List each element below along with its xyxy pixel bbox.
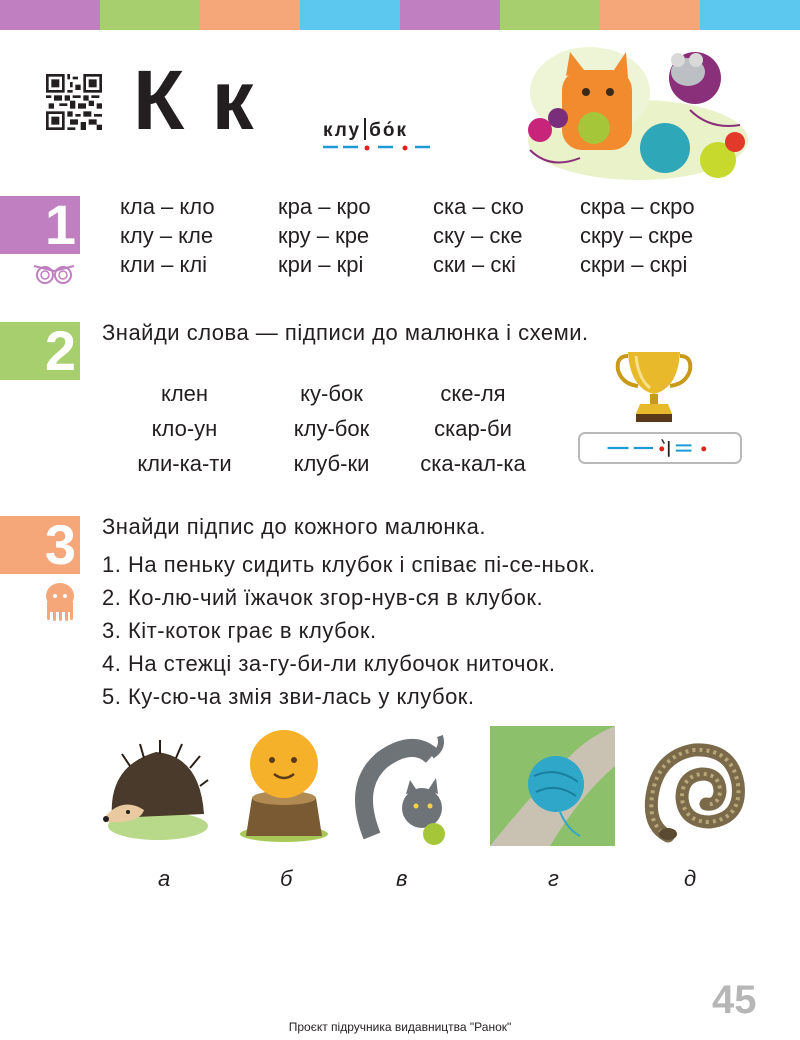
stripe-segment xyxy=(400,0,500,30)
word-item: кли-ка-ти xyxy=(137,451,232,476)
sentence-item: 5. Ку-сю-ча змія зви-лась у клубок. xyxy=(102,684,475,709)
syllable-table xyxy=(120,194,740,278)
picture-letter: г xyxy=(548,866,559,891)
stripe-segment xyxy=(300,0,400,30)
picture-letters xyxy=(100,866,750,896)
stripe-segment xyxy=(100,0,200,30)
word-item: ска-кал-ка xyxy=(420,451,526,476)
picture-letter: б xyxy=(280,866,293,891)
word-item: клен xyxy=(160,381,209,406)
word-item: клуб-ки xyxy=(293,451,370,476)
syllable-pair: ску – ске xyxy=(433,223,523,248)
word-item: клу-бок xyxy=(293,416,370,441)
footer-note: Проєкт підручника видавництва "Ранок" xyxy=(288,1020,512,1034)
stripe-segment xyxy=(700,0,800,30)
word-item: ске-ля xyxy=(440,381,506,406)
syllable-pair: кра – кро xyxy=(278,194,371,219)
stripe-segment xyxy=(0,0,100,30)
word-item: скар-би xyxy=(434,416,512,441)
sentence-item: 3. Кіт-коток грає в клубок. xyxy=(102,618,377,643)
hedgehog-picture[interactable] xyxy=(100,726,210,846)
exercise-3-task: Знайди підпис до кожного малюнка. xyxy=(102,514,486,539)
syllable-pair: кри – крі xyxy=(278,252,364,277)
keyword-syllable-2: бо́к xyxy=(369,120,408,141)
keyword-syllable-1: клу xyxy=(323,120,362,141)
sound-scheme xyxy=(323,142,443,154)
syllable-divider xyxy=(364,118,366,140)
sentence-item: 4. На стежці за-гу-би-ли клубочок ниточок. xyxy=(102,651,556,676)
word-scheme xyxy=(578,432,742,464)
letter-heading: К к xyxy=(133,53,256,147)
cat-with-yarn-picture[interactable] xyxy=(352,726,447,846)
qr-code-icon[interactable] xyxy=(46,74,102,130)
word-list xyxy=(106,378,546,479)
picture-letter: в xyxy=(396,866,408,891)
word-item: ку-бок xyxy=(300,381,363,406)
syllable-pair: кли – клі xyxy=(120,252,208,277)
exercise-3-number: 3 xyxy=(0,516,80,574)
syllable-pair: скра – скро xyxy=(580,194,695,219)
picture-letter: д xyxy=(684,866,697,891)
yarn-ball-on-path-picture[interactable] xyxy=(490,726,615,846)
top-color-stripe xyxy=(0,0,800,30)
exercise-1-number: 1 xyxy=(0,196,80,254)
syllable-pair: ска – ско xyxy=(433,194,524,219)
stripe-segment xyxy=(500,0,600,30)
coiled-snake-picture[interactable] xyxy=(638,726,750,846)
word-item: кло-ун xyxy=(151,416,218,441)
yarn-ball-on-stump-picture[interactable] xyxy=(238,726,330,846)
syllable-pair: скри – скрі xyxy=(580,252,688,277)
exercise-2-number: 2 xyxy=(0,322,80,380)
sentence-list xyxy=(102,548,742,713)
sentence-item: 1. На пеньку сидить клубок і співає пі-се-ньок. xyxy=(102,552,596,577)
exercise-2-task: Знайди слова — підписи до малюнка і схеми. xyxy=(102,320,589,345)
sentence-item: 2. Ко-лю-чий їжачок згор-нув-ся в клубок. xyxy=(102,585,544,610)
octopus-icon xyxy=(42,582,78,622)
syllable-pair: кла – кло xyxy=(120,194,215,219)
cat-and-mouse-illustration xyxy=(510,30,755,185)
stripe-segment xyxy=(600,0,700,30)
keyword xyxy=(323,118,408,142)
picture-row xyxy=(100,726,750,846)
picture-letter: а xyxy=(158,866,171,891)
trophy-cup-image xyxy=(614,348,694,426)
stripe-segment xyxy=(200,0,300,30)
syllable-pair: клу – кле xyxy=(120,223,214,248)
syllable-pair: кру – кре xyxy=(278,223,370,248)
syllable-pair: скру – скре xyxy=(580,223,694,248)
syllable-pair: ски – скі xyxy=(433,252,516,277)
owl-eyes-icon xyxy=(32,262,76,284)
page-number: 45 xyxy=(712,978,757,1022)
